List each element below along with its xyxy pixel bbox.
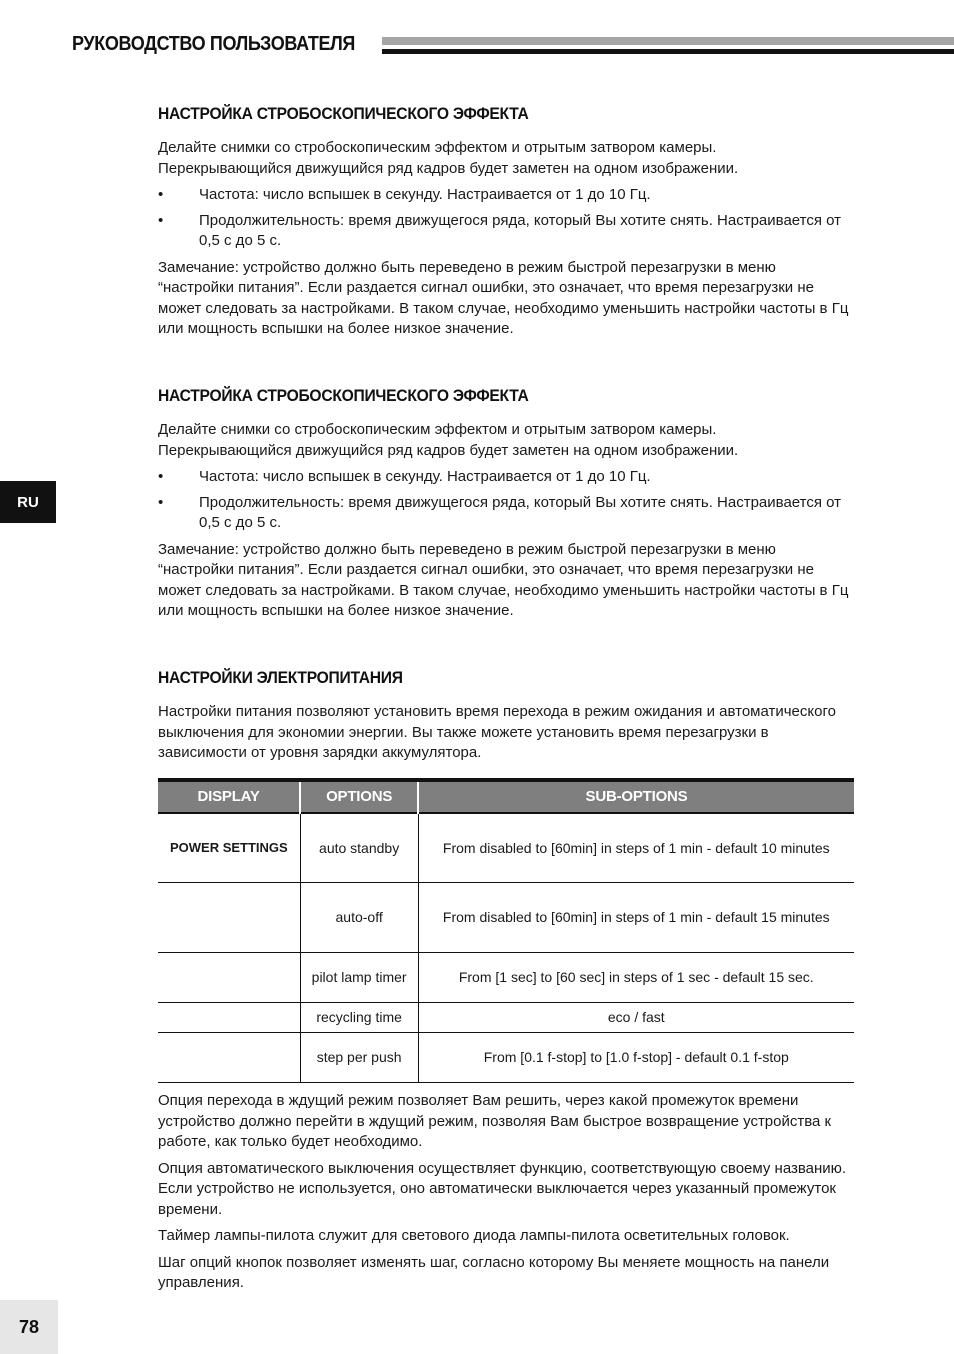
section-note: Замечание: устройство должно быть переведено в режим быстрой перезагрузки в меню “настройки питания”. Если раздается сигнал ошибки, это означает, что время перезагрузки не может следовать за настройками. В таком случае, необходимо уменьшить настройки частоты в Гц или мощность вспышки на более низкое значение. bbox=[158, 540, 849, 619]
section-note: Замечание: устройство должно быть переведено в режим быстрой перезагрузки в меню “настройки питания”. Если раздается сигнал ошибки, это означает, что время перезагрузки не может следовать за настройками. В таком случае, необходимо уменьшить настройки частоты в Гц или мощность вспышки на более низкое значение. bbox=[158, 258, 849, 337]
cell-display bbox=[158, 883, 300, 953]
list-item-text: Частота: число вспышек в секунду. Настраивается от 1 до 10 Гц. bbox=[199, 186, 651, 203]
table-row bbox=[158, 953, 854, 1003]
language-tab: RU bbox=[0, 481, 56, 523]
column-header-sub-options: SUB-OPTIONS bbox=[418, 780, 854, 813]
section-intro: Настройки питания позволяют установить время перехода в режим ожидания и автоматического выключения для экономии энергии. Вы также можете установить время перезагрузки в зависимости от уровня зарядки аккумулятора. bbox=[158, 703, 836, 761]
bullet-icon: • bbox=[158, 493, 164, 511]
cell-display bbox=[158, 953, 300, 1003]
cell-display bbox=[158, 1033, 300, 1083]
cell-sub-option: From disabled to [60min] in steps of 1 min - default 10 minutes bbox=[418, 813, 854, 883]
bullet-list bbox=[158, 467, 854, 534]
section-intro: Делайте снимки со стробоскопическим эффектом и отрытым затвором камеры. Перекрывающийся движущийся ряд кадров будет заметен на одном изображении. bbox=[158, 421, 739, 459]
header-rule-grey bbox=[382, 37, 954, 45]
table-row bbox=[158, 813, 854, 883]
cell-display bbox=[158, 1003, 300, 1033]
paragraph-auto-off: Опция автоматического выключения осуществляет функцию, соответствующую своему названию. Если устройство не используется, оно автоматически выключается через указанный промежуток времени. bbox=[158, 1159, 847, 1218]
table-header-row bbox=[158, 780, 854, 813]
section-title: НАСТРОЙКА СТРОБОСКОПИЧЕСКОГО ЭФФЕКТА bbox=[158, 386, 529, 405]
bullet-icon: • bbox=[158, 186, 164, 203]
list-item bbox=[158, 493, 854, 534]
section-power-settings bbox=[158, 668, 854, 1300]
section-intro: Делайте снимки со стробоскопическим эффектом и отрытым затвором камеры. Перекрывающийся движущийся ряд кадров будет заметен на одном изображении. bbox=[158, 139, 739, 177]
column-header-display: DISPLAY bbox=[158, 780, 300, 813]
cell-sub-option: From [0.1 f-stop] to [1.0 f-stop] - default 0.1 f-stop bbox=[418, 1033, 854, 1083]
section-strobe-2 bbox=[158, 386, 854, 628]
bullet-icon: • bbox=[158, 211, 164, 229]
header-rule-black bbox=[382, 49, 954, 54]
power-settings-table bbox=[158, 778, 854, 1084]
paragraph-pilot-lamp: Таймер лампы-пилота служит для светового диода лампы-пилота осветительных головок. bbox=[158, 1227, 790, 1244]
cell-option: pilot lamp timer bbox=[300, 953, 418, 1003]
cell-sub-option: From [1 sec] to [60 sec] in steps of 1 sec - default 15 sec. bbox=[418, 953, 854, 1003]
cell-option: recycling time bbox=[300, 1003, 418, 1033]
table-row bbox=[158, 883, 854, 953]
section-strobe-1 bbox=[158, 104, 854, 346]
list-item bbox=[158, 211, 854, 252]
cell-option: auto standby bbox=[300, 813, 418, 883]
bullet-list bbox=[158, 185, 854, 252]
cell-sub-option: eco / fast bbox=[418, 1003, 854, 1033]
cell-display: POWER SETTINGS bbox=[158, 813, 300, 883]
bullet-icon: • bbox=[158, 468, 164, 485]
list-item bbox=[158, 467, 854, 488]
list-item-text: Частота: число вспышек в секунду. Настраивается от 1 до 10 Гц. bbox=[199, 468, 651, 485]
paragraph-auto-standby: Опция перехода в ждущий режим позволяет Вам решить, через какой промежуток времени устройство должно перейти в ждущий режим, позволяя Вам быстрое возвращение устройства к работе, как только будет необходимо. bbox=[158, 1092, 832, 1150]
section-title: НАСТРОЙКА СТРОБОСКОПИЧЕСКОГО ЭФФЕКТА bbox=[158, 104, 529, 123]
paragraph-step-per-push: Шаг опций кнопок позволяет изменять шаг, согласно которому Вы меняете мощность на панели управления. bbox=[158, 1253, 830, 1291]
cell-sub-option: From disabled to [60min] in steps of 1 min - default 15 minutes bbox=[418, 883, 854, 953]
list-item bbox=[158, 185, 854, 206]
table-row bbox=[158, 1003, 854, 1033]
list-item-text: Продолжительность: время движущегося ряда, который Вы хотите снять. Настраивается от 0,5 с до 5 с. bbox=[199, 493, 842, 531]
cell-option: step per push bbox=[300, 1033, 418, 1083]
column-header-options: OPTIONS bbox=[300, 780, 418, 813]
section-title: НАСТРОЙКИ ЭЛЕКТРОПИТАНИЯ bbox=[158, 668, 403, 687]
cell-option: auto-off bbox=[300, 883, 418, 953]
table-row bbox=[158, 1033, 854, 1083]
page-header-title: РУКОВОДСТВО ПОЛЬЗОВАТЕЛЯ bbox=[72, 33, 355, 55]
page-number: 78 bbox=[0, 1300, 58, 1354]
list-item-text: Продолжительность: время движущегося ряда, который Вы хотите снять. Настраивается от 0,5 с до 5 с. bbox=[199, 211, 842, 249]
